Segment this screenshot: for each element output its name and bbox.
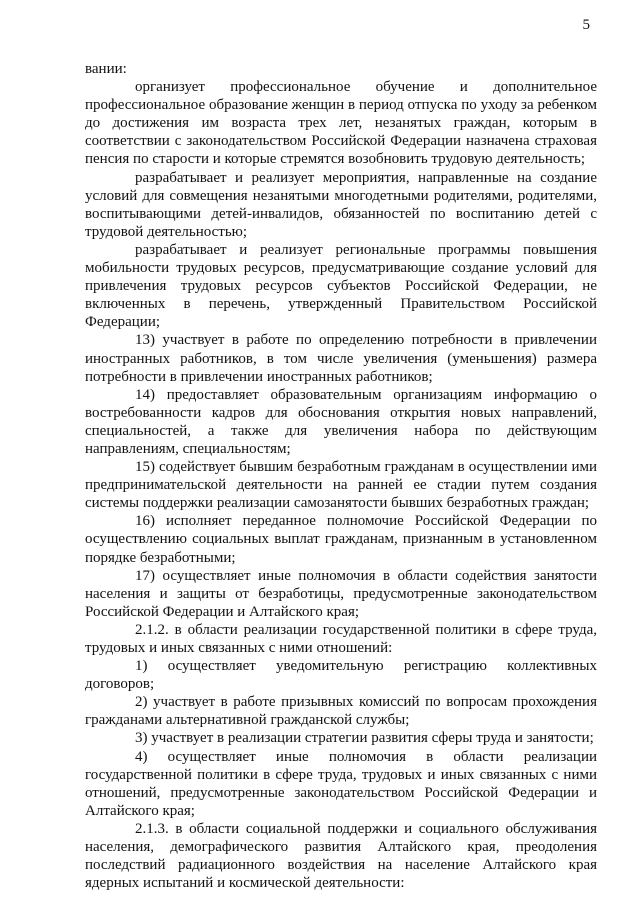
paragraph-item-13: 13) участвует в работе по определению потребности в привлечении иностранных работников, в том числе увеличения (уменьшения) размера потребности в привлечении иностранных работников; bbox=[85, 332, 597, 385]
paragraph: организует профессиональное обучение и дополнительное профессиональное образование женщин в период отпуска по уходу за ребенком до достижения им возраста трех лет, незанятых граждан, которым в соответствии с законодательством Российской Федерации назначена страховая пенсия по старости и которые стремятся возобновить трудовую деятельность; bbox=[85, 79, 597, 168]
paragraph-item-16: 16) исполняет переданное полномочие Российской Федерации по осуществлению социальных выплат гражданам, признанным в установленном порядке безработными; bbox=[85, 513, 597, 566]
page-number: 5 bbox=[582, 17, 590, 33]
section-2-1-3: 2.1.3. в области социальной поддержки и социального обслуживания населения, демографического развития Алтайского края, преодоления последствий радиационного воздействия на население Алтайского края ядерных испытаний и космической деятельности: bbox=[85, 820, 597, 892]
paragraph-item-1: 1) осуществляет уведомительную регистрацию коллективных договоров; bbox=[85, 658, 597, 693]
paragraph: разрабатывает и реализует мероприятия, направленные на создание условий для совмещения незанятыми многодетными родителями, родителями, воспитывающими детей-инвалидов, обязанностей по воспитанию детей с трудовой деятельностью; bbox=[85, 169, 597, 240]
paragraph-item-17: 17) осуществляет иные полномочия в области содействия занятости населения и защиты от безработицы, предусмотренные законодательством Российской Федерации и Алтайского края; bbox=[85, 567, 597, 620]
paragraph: разрабатывает и реализует региональные программы повышения мобильности трудовых ресурсов, предусматривающие создание условий для привлечения трудовых ресурсов субъектов Российской Федерации, не включенных в перечень, утвержденный Правительством Российской Федерации; bbox=[85, 241, 597, 331]
paragraph-item-15: 15) содействует бывшим безработным гражданам в осуществлении ими предпринимательской деятельности на ранней ее стадии путем создания системы поддержки реализации самозанятости бывших безработных граждан; bbox=[85, 459, 597, 512]
section-2-1-2: 2.1.2. в области реализации государственной политики в сфере труда, трудовых и иных связанных с ними отношений: bbox=[85, 621, 597, 656]
paragraph-item-14: 14) предоставляет образовательным организациям информацию о востребованности кадров для обоснования открытия новых направлений, специальностей, а также для увеличения набора по действующим направлениям, специальностям; bbox=[85, 386, 597, 457]
paragraph-item-2: 2) участвует в работе призывных комиссий по вопросам прохождения гражданами альтернативной гражданской службы; bbox=[85, 694, 597, 729]
paragraph-item-3: 3) участвует в реализации стратегии развития сферы труда и занятости; bbox=[135, 730, 594, 747]
paragraph-item-4: 4) осуществляет иные полномочия в области реализации государственной политики в сфере труда, трудовых и иных связанных с ними отношений, предусмотренные законодательством Российской Федерации и Алтайского края; bbox=[85, 748, 597, 819]
paragraph-continuation: вании: bbox=[85, 61, 127, 77]
document-body bbox=[85, 60, 597, 892]
